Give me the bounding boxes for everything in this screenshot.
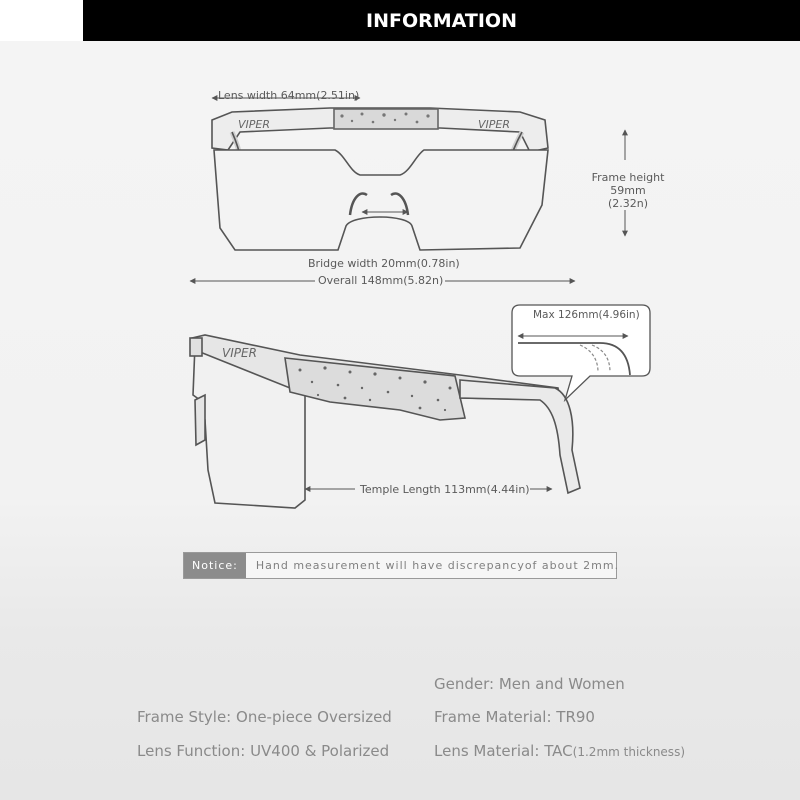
- spec-gender-key: Gender:: [434, 675, 495, 693]
- spec-frame-style-value: One-piece Oversized: [236, 708, 392, 726]
- frame-height-line2: 59mm: [610, 184, 646, 197]
- spec-gender-value: Men and Women: [498, 675, 625, 693]
- overall-label: Overall 148mm(5.82n): [318, 274, 444, 287]
- spec-frame-style-key: Frame Style:: [137, 708, 232, 726]
- bridge-width-label: Bridge width 20mm(0.78in): [308, 257, 460, 270]
- lens-width-label: Lens width 64mm(2.51in): [218, 89, 360, 102]
- spec-lens-material-value: TAC: [544, 742, 573, 760]
- spec-lens-material: [434, 742, 685, 760]
- svg-text:VIPER: VIPER: [222, 346, 257, 360]
- spec-lens-function: [137, 742, 389, 760]
- notice-tag: Notice:: [184, 553, 246, 578]
- spec-lens-function-key: Lens Function:: [137, 742, 246, 760]
- max-temple-label: Max 126mm(4.96in): [533, 309, 640, 321]
- notice-bar: [183, 552, 620, 579]
- frame-height-line3: (2.32n): [607, 197, 649, 210]
- frame-height-line1: Frame height: [591, 171, 665, 184]
- frame-height-label: [588, 171, 668, 210]
- spec-frame-material: [434, 708, 595, 726]
- spec-lens-function-value: UV400 & Polarized: [250, 742, 390, 760]
- temple-length-label: Temple Length 113mm(4.44in): [360, 483, 530, 496]
- spec-gender: [434, 675, 625, 693]
- svg-text:VIPER: VIPER: [478, 118, 510, 131]
- page-title: INFORMATION: [366, 9, 517, 32]
- spec-lens-material-key: Lens Material:: [434, 742, 540, 760]
- notice-message: Hand measurement will have discrepancyof about 2mm.: [255, 559, 620, 572]
- sunglasses-front-diagram: [212, 108, 548, 250]
- spec-frame-material-key: Frame Material:: [434, 708, 552, 726]
- spec-lens-material-note: (1.2mm thickness): [572, 745, 685, 759]
- spec-frame-material-value: TR90: [556, 708, 595, 726]
- spec-frame-style: [137, 708, 392, 726]
- svg-text:VIPER: VIPER: [238, 118, 270, 131]
